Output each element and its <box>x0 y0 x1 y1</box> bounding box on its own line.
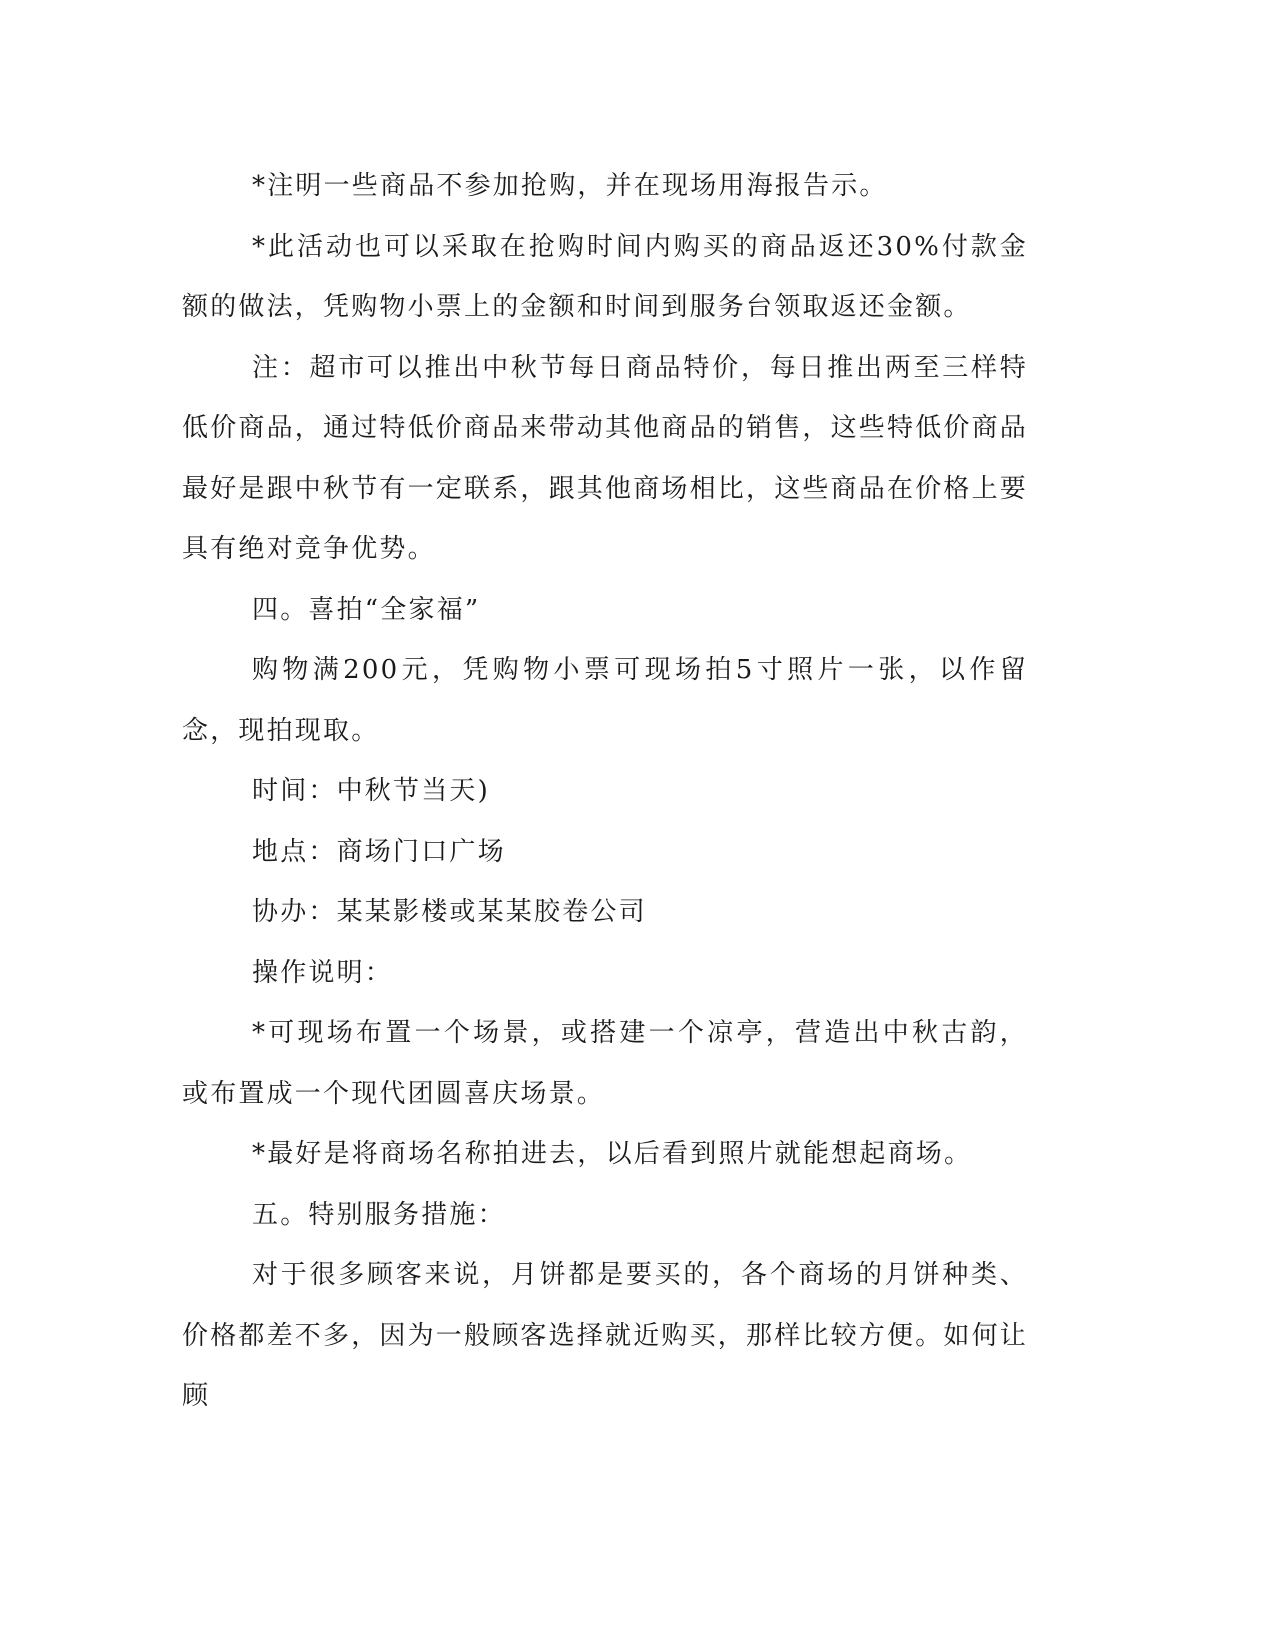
paragraph-scene-setup: *可现场布置一个场景，或搭建一个凉亭，营造出中秋古韵，或布置成一个现代团圆喜庆场景。 <box>182 1018 1028 1109</box>
paragraph-co-organizer: 协办：某某影楼或某某胶卷公司 <box>252 897 647 927</box>
document-body <box>182 156 1028 1427</box>
paragraph-daily-specials: 注：超市可以推出中秋节每日商品特价，每日推出两至三样特低价商品，通过特低价商品来带动其他商品的销售，这些特低价商品最好是跟中秋节有一定联系，跟其他商场相比，这些商品在价格上要具有绝对竞争优势。 <box>182 352 1029 564</box>
paragraph-operation-heading: 操作说明： <box>252 957 394 988</box>
paragraph-time: 时间：中秋节当天) <box>252 776 490 806</box>
paragraph-photo-offer: 购物满200元，凭购物小票可现场拍5寸照片一张，以作留念，现拍现取。 <box>182 655 1028 746</box>
paragraph-store-name-tip: *最好是将商场名称拍进去，以后看到照片就能想起商场。 <box>252 1139 973 1169</box>
paragraph-location: 地点：商场门口广场 <box>252 836 506 867</box>
paragraph-exclusion-note: *注明一些商品不参加抢购，并在现场用海报告示。 <box>252 171 888 201</box>
paragraph-mooncake-customers: 对于很多顾客来说，月饼都是要买的，各个商场的月饼种类、价格都差不多，因为一般顾客选择就近购买，那样比较方便。如何让顾 <box>182 1260 1029 1411</box>
paragraph-refund-option: *此活动也可以采取在抢购时间内购买的商品返还30%付款金额的做法，凭购物小票上的金额和时间到服务台领取返还金额。 <box>182 231 1028 322</box>
section-heading-special-services: 五。特别服务措施： <box>252 1199 506 1230</box>
section-heading-family-photo: 四。喜拍“全家福” <box>252 594 481 625</box>
